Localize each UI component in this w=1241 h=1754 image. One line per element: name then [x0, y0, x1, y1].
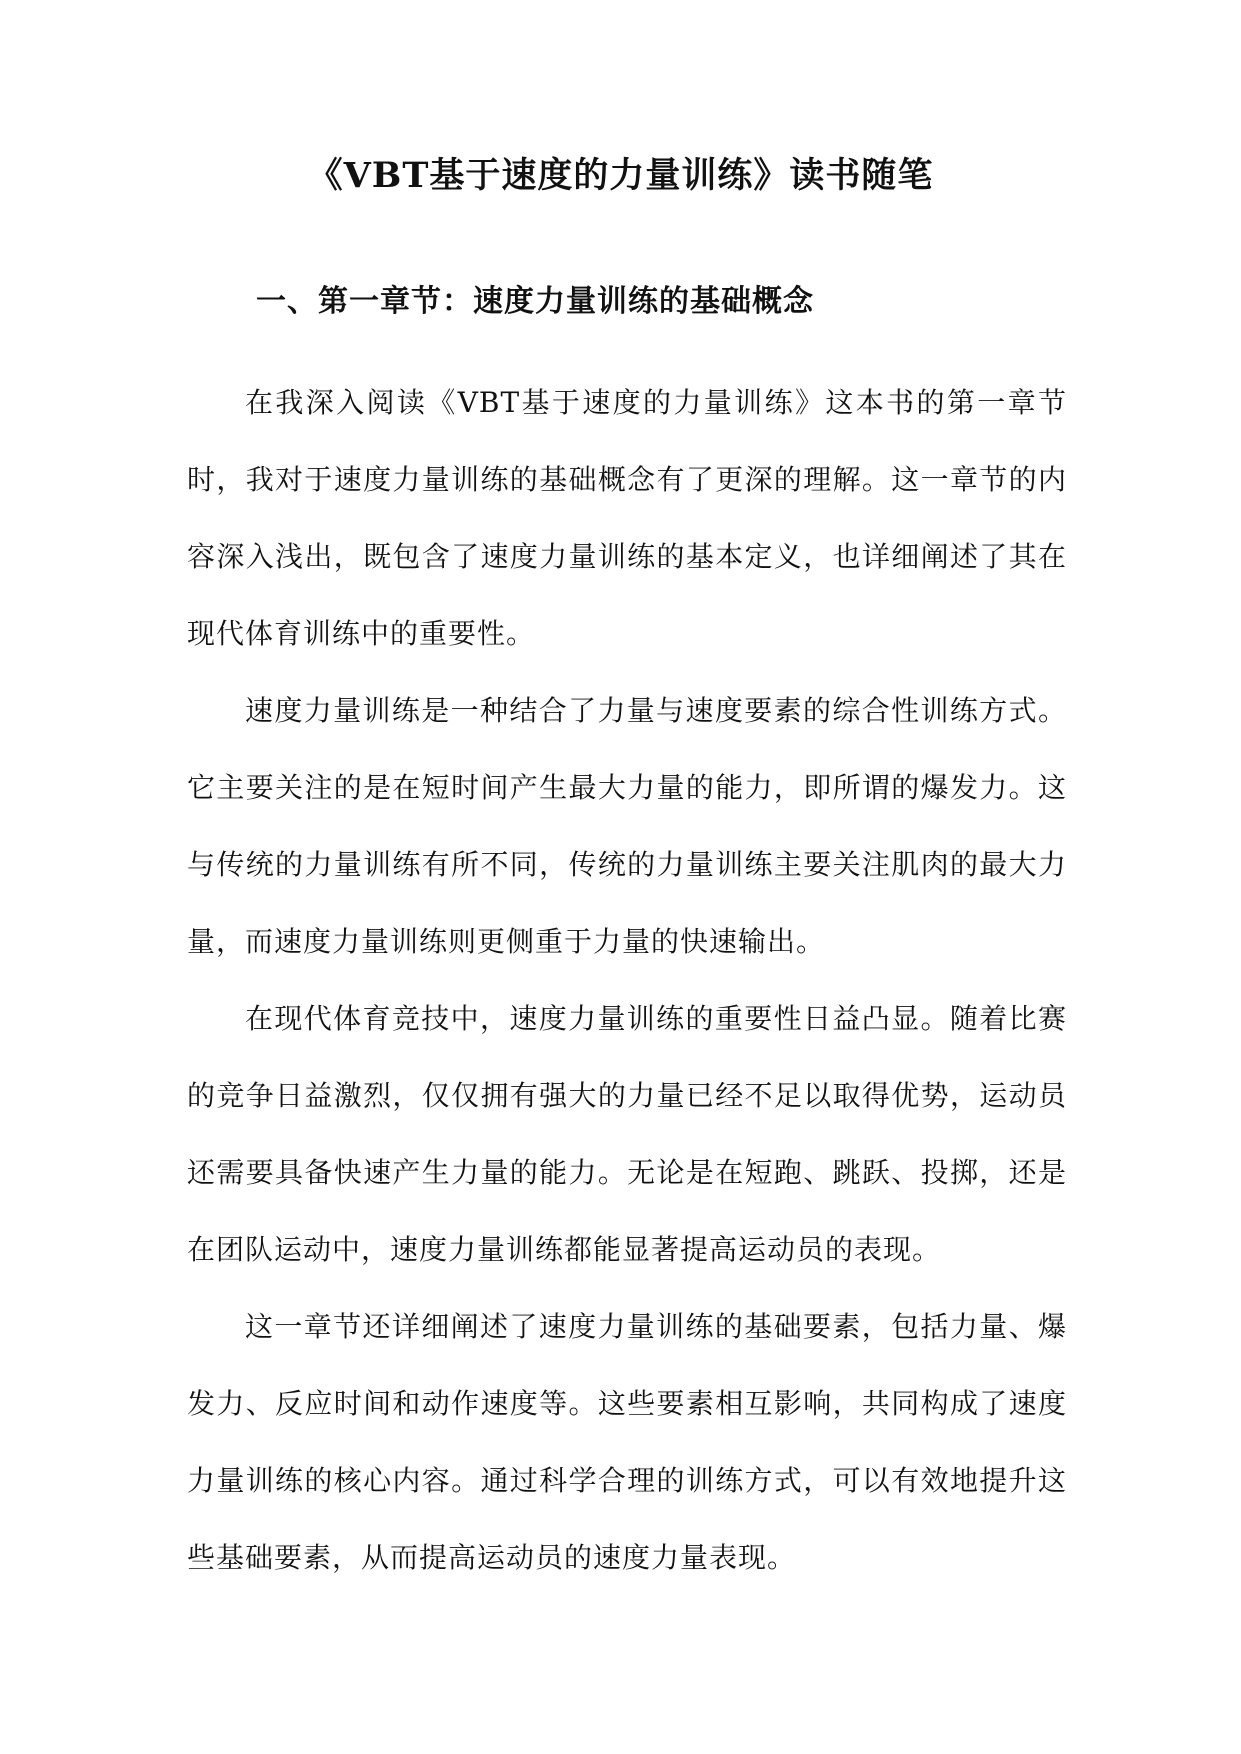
- section-heading: 一、第一章节：速度力量训练的基础概念: [256, 284, 814, 319]
- paragraph-1: 在我深入阅读《VBT基于速度的力量训练》这本书的第一章节时，我对于速度力量训练的基础概念有了更深的理解。这一章节的内容深入浅出，既包含了速度力量训练的基本定义，也详细阐述了其在现代体育训练中的重要性。: [187, 386, 1067, 650]
- paragraph-3: 在现代体育竞技中，速度力量训练的重要性日益凸显。随着比赛的竞争日益激烈，仅仅拥有强大的力量已经不足以取得优势，运动员还需要具备快速产生力量的能力。无论是在短跑、跳跃、投掷，还是在团队运动中，速度力量训练都能显著提高运动员的表现。: [187, 1002, 1067, 1266]
- paragraph-4: 这一章节还详细阐述了速度力量训练的基础要素，包括力量、爆发力、反应时间和动作速度等。这些要素相互影响，共同构成了速度力量训练的核心内容。通过科学合理的训练方式，可以有效地提升这些基础要素，从而提高运动员的速度力量表现。: [187, 1310, 1067, 1574]
- document-title: 《VBT基于速度的力量训练》读书随笔: [307, 155, 934, 196]
- paragraph-2: 速度力量训练是一种结合了力量与速度要素的综合性训练方式。它主要关注的是在短时间产生最大力量的能力，即所谓的爆发力。这与传统的力量训练有所不同，传统的力量训练主要关注肌肉的最大力量，而速度力量训练则更侧重于力量的快速输出。: [187, 694, 1067, 958]
- section-body: [187, 364, 1067, 1596]
